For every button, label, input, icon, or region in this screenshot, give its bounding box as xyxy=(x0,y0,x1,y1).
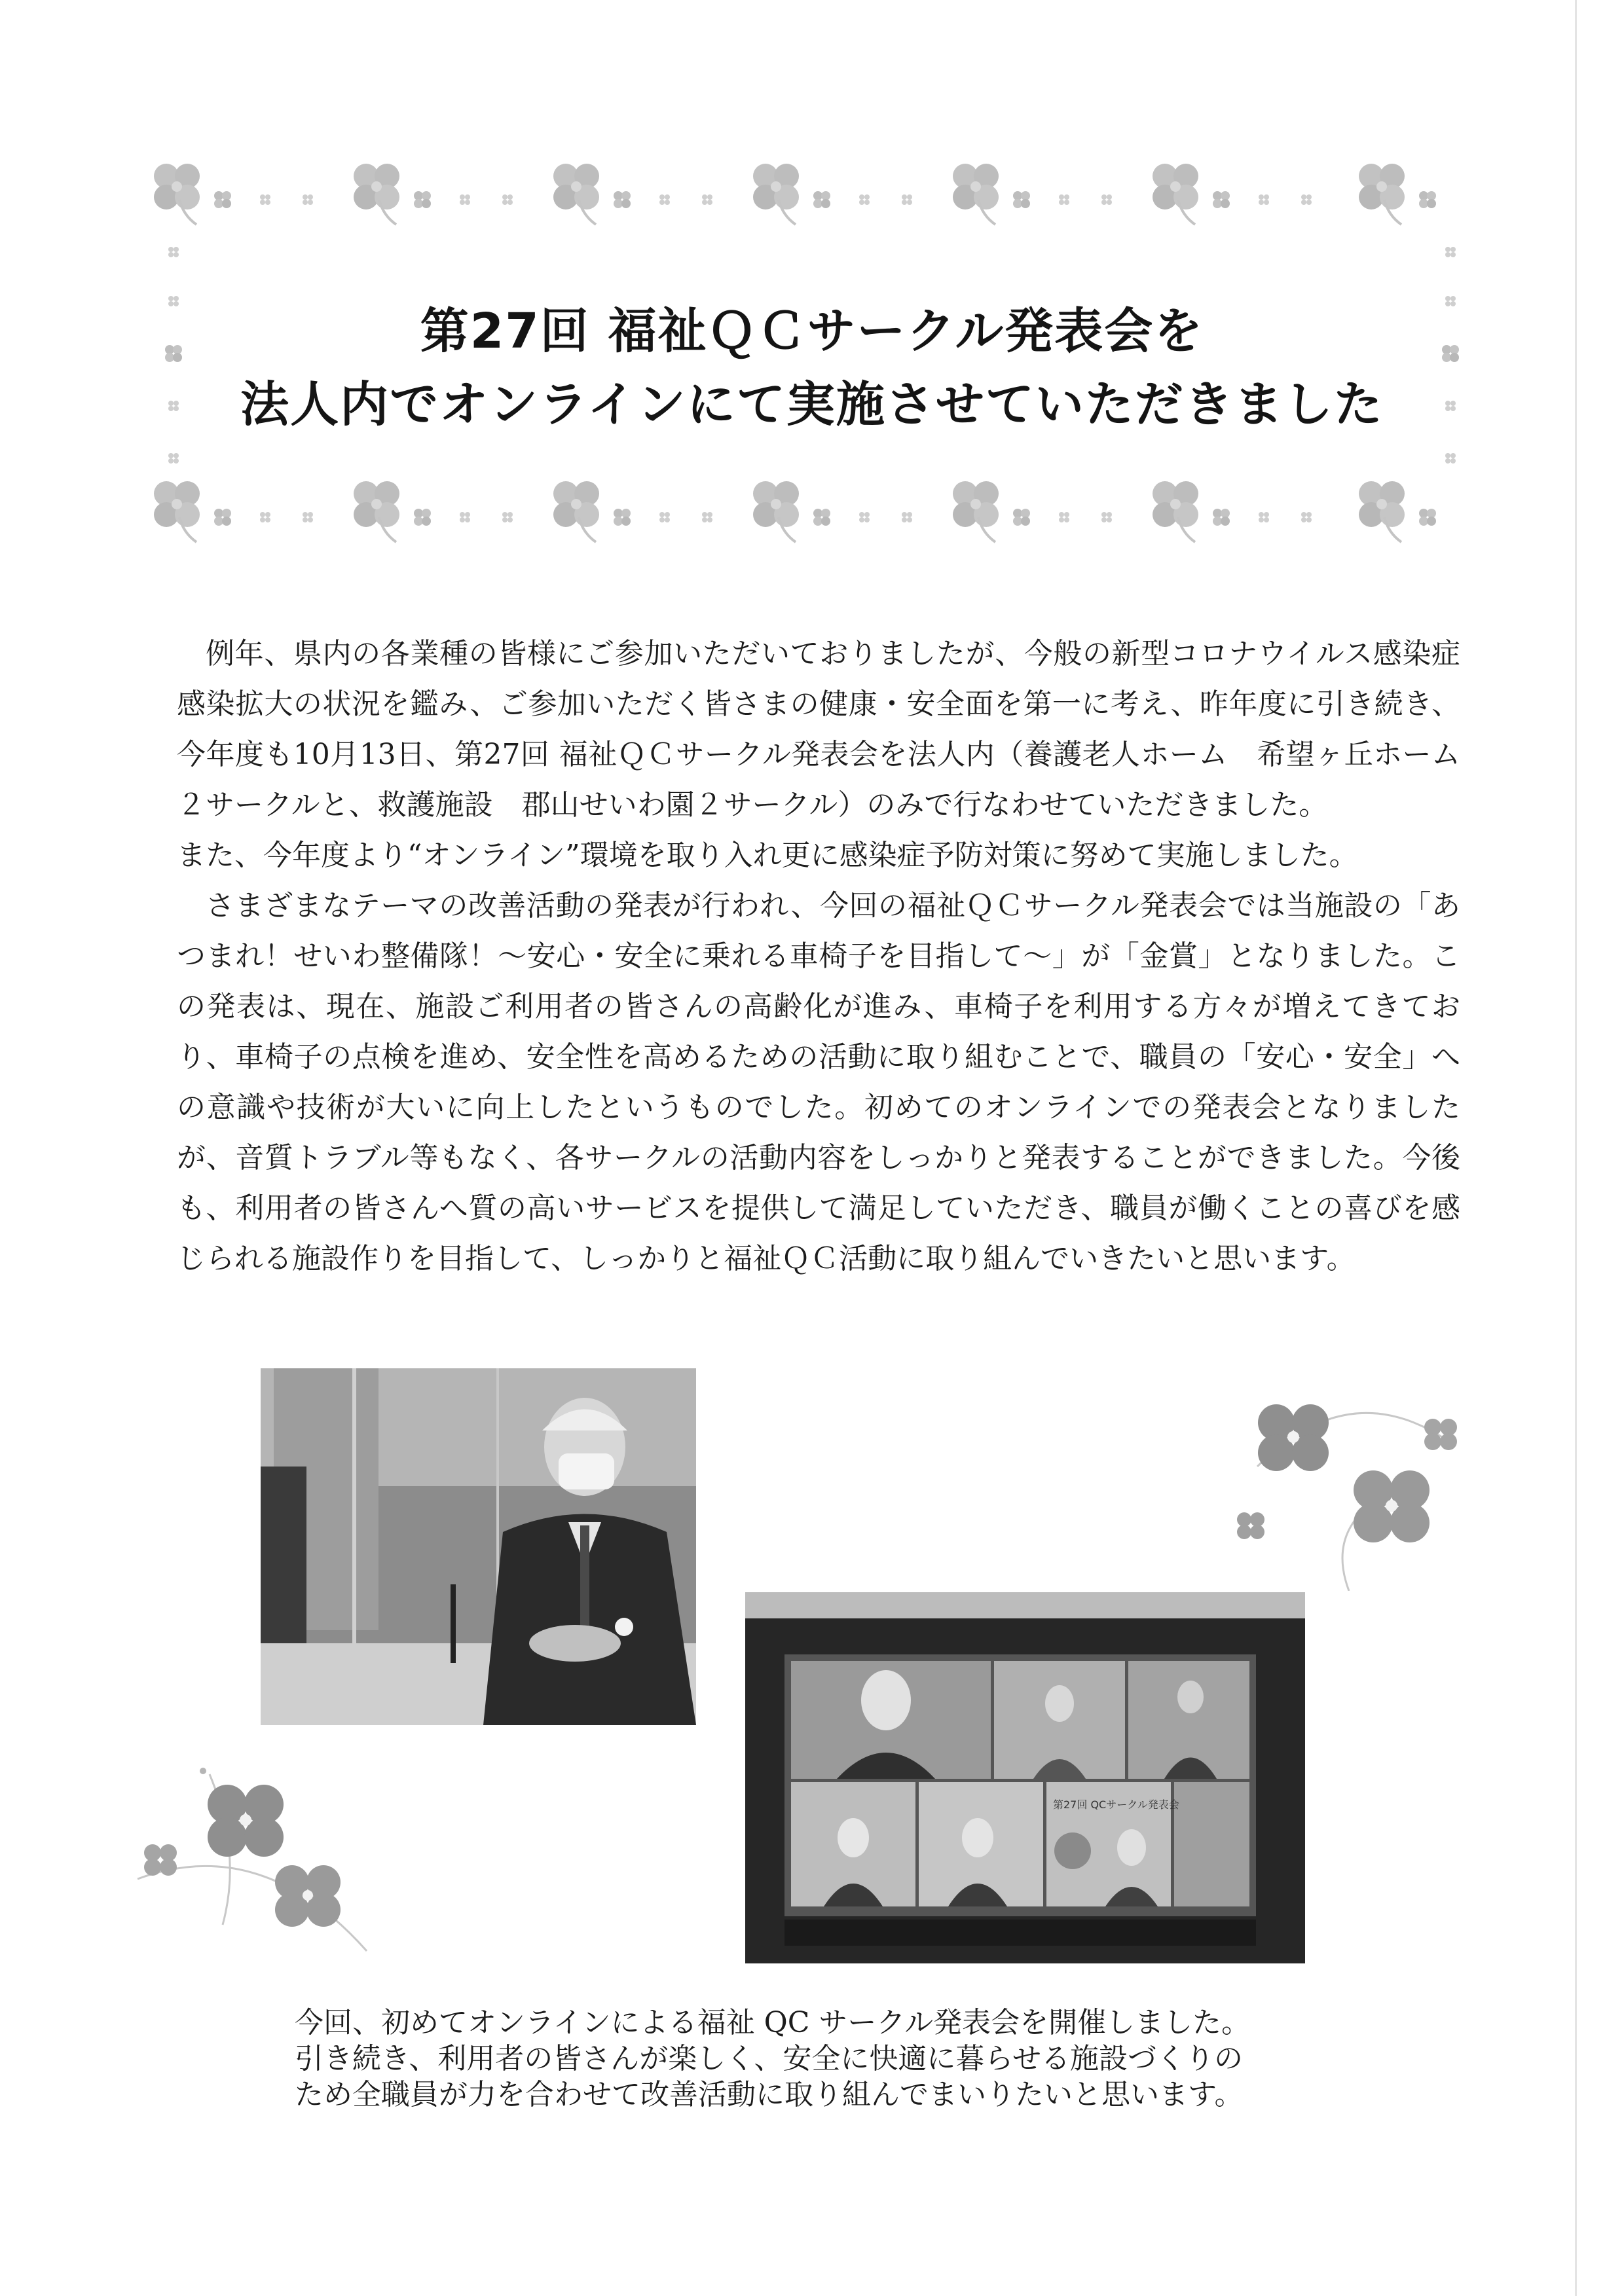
page-edge xyxy=(1575,0,1577,2296)
title-line-1: 第27回 福祉ＱＣサークル発表会を xyxy=(420,303,1204,359)
title-line-2: 法人内でオンラインにて実施させていただきました xyxy=(240,376,1384,433)
article-body xyxy=(177,629,1460,1284)
flower-decoration-left-icon xyxy=(131,1755,373,1964)
photo-online-meeting-icon xyxy=(745,1592,1305,1963)
paragraph-1: 例年、県内の各業種の皆様にご参加いただいておりましたが、今般の新型コロナウイルス感染症感染拡大の状況を鑑み、ご参加いただく皆さまの健康・安全面を第一に考え、昨年度に引き続き、今年度も10月13日、第27回 福祉ＱＣサークル発表会を法人内（養護老人ホーム 希望ヶ丘ホーム２サークルと、救護施設 郡山せいわ園２サークル）のみで行なわせていただきました。 xyxy=(177,637,1460,822)
photo-caption xyxy=(295,2005,1408,2113)
photo-masked-man-icon xyxy=(261,1368,696,1725)
caption-line-1: 今回、初めてオンラインによる福祉 QC サークル発表会を開催しました。 xyxy=(295,2006,1251,2039)
caption-line-3: ため全職員が力を合わせて改善活動に取り組んでまいりたいと思います。 xyxy=(295,2078,1244,2111)
flower-decoration-icon xyxy=(1231,1375,1480,1591)
caption-line-2: 引き続き、利用者の皆さんが楽しく、安全に快適に暮らせる施設づくりの xyxy=(295,2042,1244,2075)
paragraph-2: さまざまなテーマの改善活動の発表が行われ、今回の福祉ＱＣサークル発表会では当施設の「あつまれ！せいわ整備隊！～安心・安全に乗れる車椅子を目指して～」が「金賞」となりました。この発表は、現在、施設ご利用者の皆さんの高齢化が進み、車椅子を利用する方々が増えてきており、車椅子の点検を進め、安全性を高めるための活動に取り組むことで、職員の「安心・安全」への意識や技術が大いに向上したというものでした。初めてのオンラインでの発表会となりましたが、音質トラブル等もなく、各サークルの活動内容をしっかりと発表することができました。今後も、利用者の皆さんへ質の高いサービスを提供して満足していただき、職員が働くことの喜びを感じられる施設作りを目指して、しっかりと福祉ＱＣ活動に取り組んでいきたいと思います。 xyxy=(177,889,1460,1275)
paragraph-1b: また、今年度より“オンライン”環境を取り入れ更に感染症予防対策に努めて実施しました。 xyxy=(177,839,1358,872)
meeting-screen-text: 第27回 QCサークル発表会 xyxy=(1053,1798,1179,1811)
page-title xyxy=(151,295,1473,441)
title-frame xyxy=(151,157,1473,543)
